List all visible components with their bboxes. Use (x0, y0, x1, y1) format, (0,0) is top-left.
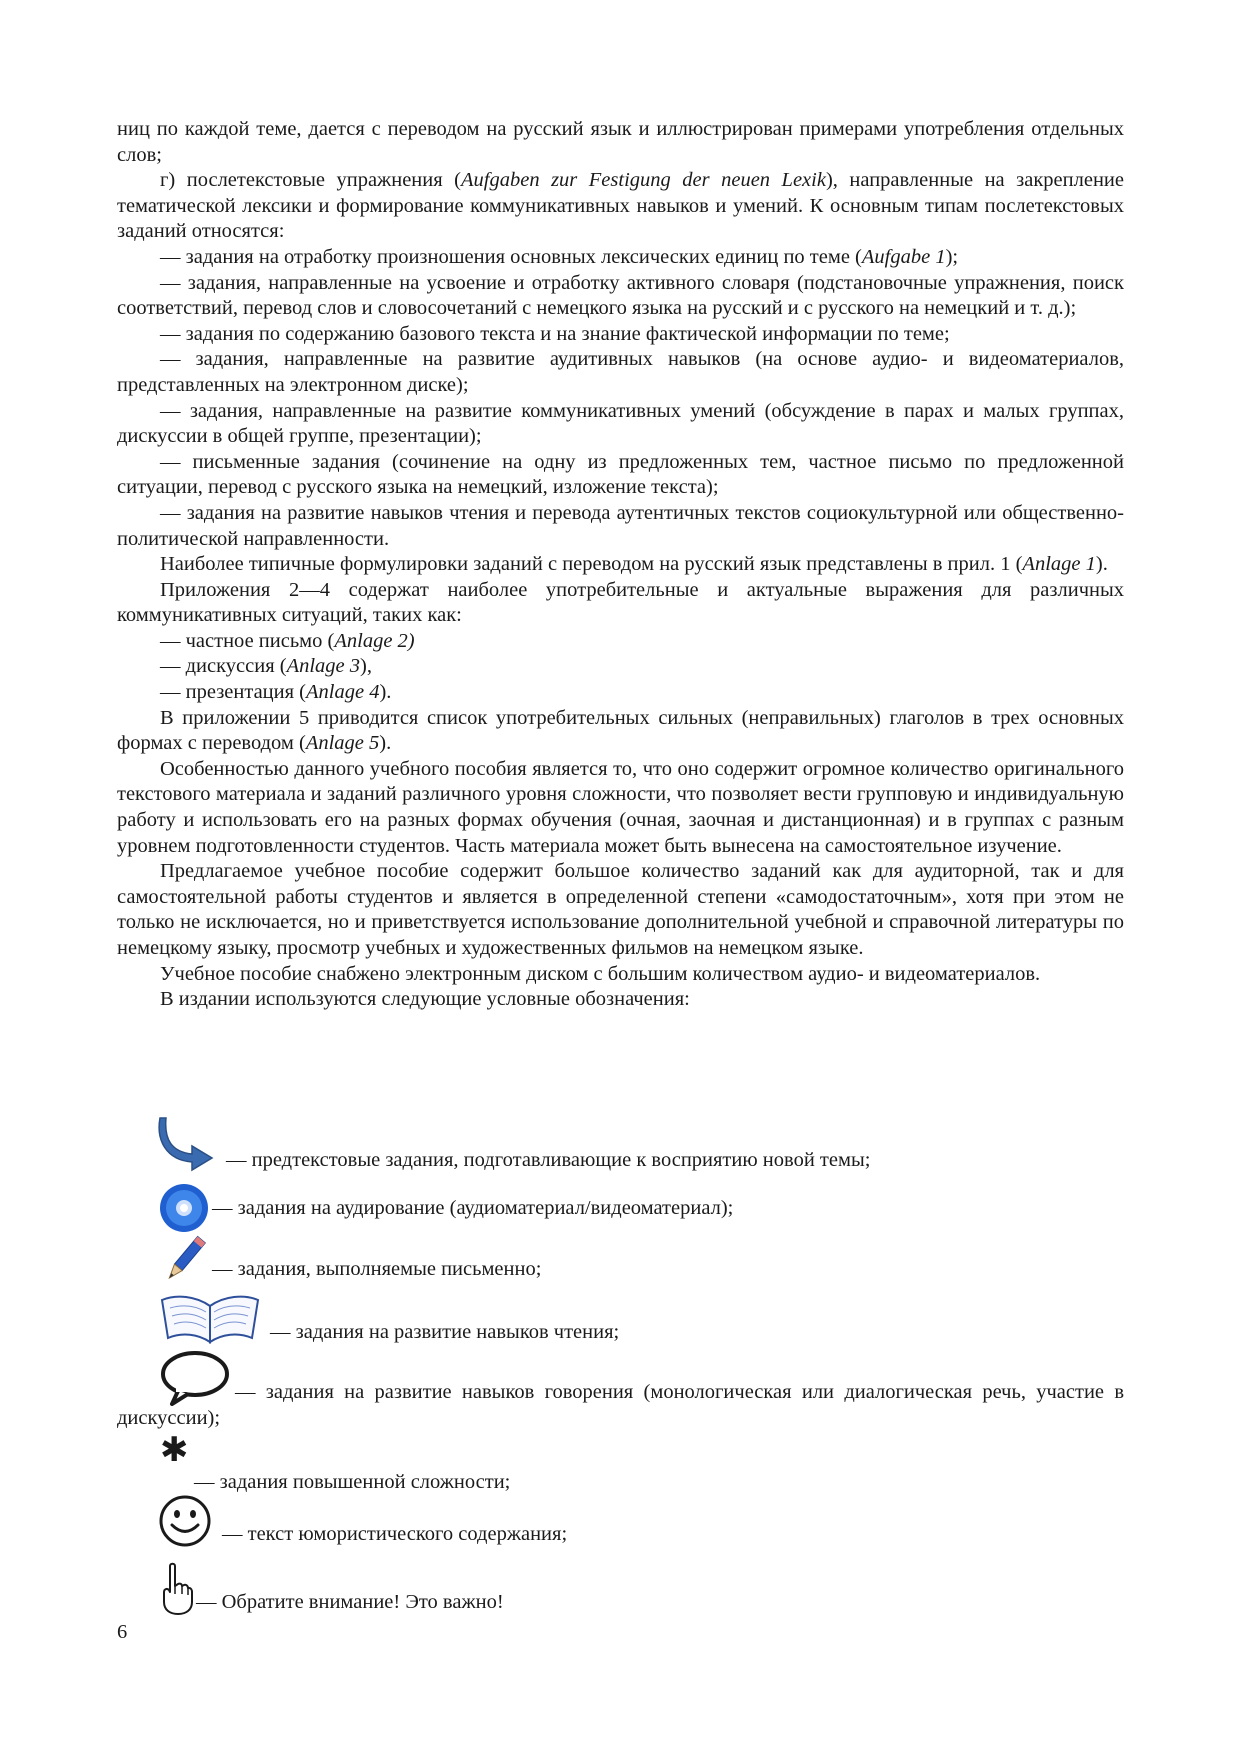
legend-row-writing (158, 1233, 1058, 1288)
paragraph: Приложения 2—4 содержат наиболее употребительные и актуальные выражения для различных коммуникативных ситуаций, таких как: (117, 578, 1124, 627)
list-item: — задания, направленные на развитие коммуникативных умений (обсуждение в парах и малых группах, дискуссии в общей группе, презентации); (117, 399, 1124, 448)
list-item: — задания, направленные на развитие аудитивных навыков (на основе аудио- и видеоматериалов, представленных на электронном диске); (117, 348, 1124, 396)
list-item: — задания на развитие навыков чтения и перевода аутентичных текстов социокультурной или общественно-политической направленности. (117, 501, 1124, 550)
pointing-finger-icon (158, 1562, 194, 1616)
cd-disc-icon (158, 1182, 210, 1234)
legend-row-difficult (158, 1430, 1058, 1493)
curved-arrow-icon (158, 1110, 220, 1172)
legend-row-audio (158, 1182, 1058, 1232)
list-item: — дискуссия (Anlage 3), (160, 655, 372, 678)
list-item: — письменные задания (сочинение на одну из предложенных тем, частное письмо по предложенной ситуации, перевод с русского языка на немецкий, изложение текста); (117, 450, 1124, 499)
legend-row-pretext (158, 1110, 1058, 1180)
legend-text: — текст юмористического содержания; (222, 1523, 568, 1545)
list-item: — задания по содержанию базового текста и на знание фактической информации по теме; (160, 322, 950, 345)
body-text (117, 117, 1124, 1013)
page-number: 6 (117, 1621, 128, 1643)
legend-text: — задания, выполняемые письменно; (212, 1258, 542, 1280)
paragraph: г) послетекстовые упражнения (Aufgaben zur Festigung der neuen Lexik), направленные на закрепление тематической лексики и формирование коммуникативных навыков и умений. К основным типам послетекстовых заданий относятся: (117, 169, 1124, 243)
legend-text: — задания на развитие навыков говорения (монологическая или диалогическая речь, участие в дискуссии); (117, 1381, 1124, 1429)
open-book-icon (158, 1290, 262, 1346)
list-item: — частное письмо (Anlage 2) (160, 629, 415, 652)
paragraph: Особенностью данного учебного пособия является то, что оно содержит огромное количество оригинального текстового материала и заданий различного уровня сложности, что позволяет вести групповую и индивидуальную работу и использовать его на разных формах обучения (очная, заочная и дистанционная) и в группах с разным уровнем подготовленности студентов. Часть материала может быть вынесена на самостоятельное изучение. (117, 757, 1124, 857)
paragraph: ниц по каждой теме, дается с переводом на русский язык и иллюстрирован примерами употребления отдельных слов; (117, 118, 1124, 166)
legend-text: — задания на аудирование (аудиоматериал/видеоматериал); (212, 1197, 734, 1219)
legend-row-attention (158, 1562, 1058, 1617)
smiley-face-icon (158, 1494, 212, 1548)
list-item: — задания, направленные на усвоение и отработку активного словаря (подстановочные упражнения, поиск соответствий, перевод слов и словосочетаний с немецкого языка на русский и с русского на немецкий и т. д.); (117, 271, 1124, 320)
paragraph: Предлагаемое учебное пособие содержит большое количество заданий как для аудиторной, так и для самостоятельной работы студентов и является в определенной степени «самодостаточным», хотя при этом не только не исключается, но и приветствуется использование дополнительной учебной и справочной литературы по немецкому языку, просмотр учебных и художественных фильмов на немецком языке. (117, 860, 1124, 959)
legend-text: — задания на развитие навыков чтения; (270, 1321, 620, 1343)
paragraph: Учебное пособие снабжено электронным диском с большим количеством аудио- и видеоматериалов. (160, 962, 1041, 985)
list-item: — задания на отработку произношения основных лексических единиц по теме (Aufgabe 1); (160, 245, 959, 268)
list-item: — презентация (Anlage 4). (160, 681, 392, 704)
legend-text: — предтекстовые задания, подготавливающие к восприятию новой темы; (226, 1149, 871, 1171)
asterisk-icon: ✱ (160, 1430, 189, 1470)
legend-row-speaking (117, 1350, 1124, 1430)
paragraph: Наиболее типичные формулировки заданий с переводом на русский язык представлены в прил. 1 (Anlage 1). (160, 553, 1108, 576)
paragraph: В издании используются следующие условные обозначения: (160, 988, 690, 1011)
legend-row-reading (158, 1290, 1058, 1350)
legend-text: — Обратите внимание! Это важно! (196, 1591, 504, 1613)
pencil-icon (158, 1233, 210, 1285)
paragraph: В приложении 5 приводится список употребительных сильных (неправильных) глаголов в трех основных формах с переводом (Anlage 5). (117, 706, 1124, 755)
legend-row-humor (158, 1494, 1058, 1554)
legend-text: — задания повышенной сложности; (194, 1471, 511, 1493)
